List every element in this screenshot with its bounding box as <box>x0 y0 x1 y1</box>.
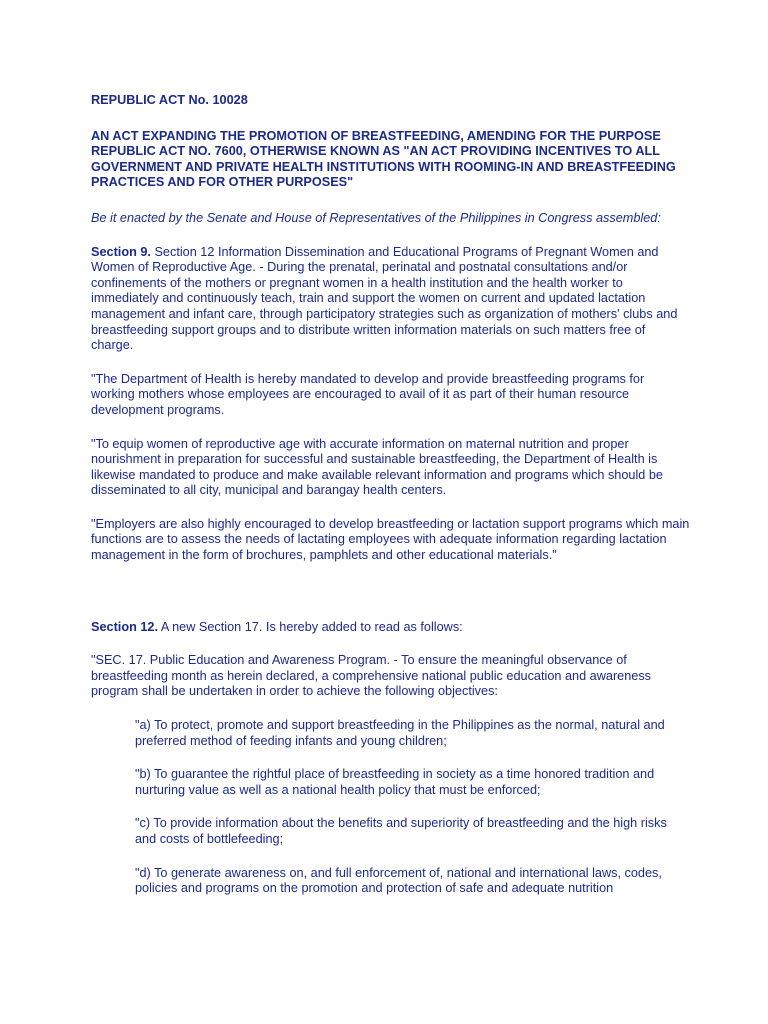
section-9-paragraph-maternal-nutrition: "To equip women of reproductive age with accurate information on maternal nutrition and proper nourishment in preparation for successful and sustainable breastfeeding, the Department of Health is likewise mandated to produce and make available relevant information and programs which should be disseminated to all city, municipal and barangay health centers. <box>91 436 663 498</box>
section-12-text: A new Section 17. Is hereby added to read as follows: <box>158 619 463 634</box>
objective-d: "d) To generate awareness on, and full enforcement of, national and international laws, codes, policies and programs on the promotion and protection of safe and adequate nutrition <box>135 865 662 896</box>
act-title: AN ACT EXPANDING THE PROMOTION OF BREASTFEEDING, AMENDING FOR THE PURPOSE REPUBLIC ACT NO. 7600, OTHERWISE KNOWN AS "AN ACT PROVIDING INCENTIVES TO ALL GOVERNMENT AND PRIVATE HEALTH INSTITUTIONS WITH ROOMING-IN AND BREASTFEEDING PRACTICES AND FOR OTHER PURPOSES" <box>91 128 676 190</box>
enacting-clause: Be it enacted by the Senate and House of Representatives of the Philippines in Congress assembled: <box>91 210 661 225</box>
section-12-label: Section 12. <box>91 619 158 634</box>
sec-17-intro: "SEC. 17. Public Education and Awareness Program. - To ensure the meaningful observance of breastfeeding month as herein declared, a comprehensive national public education and awareness program shall be undertaken in order to achieve the following objectives: <box>91 653 652 699</box>
document-heading: REPUBLIC ACT No. 10028 <box>91 93 248 107</box>
section-spacer <box>91 564 691 602</box>
section-9-paragraph-employers: "Employers are also highly encouraged to develop breastfeeding or lactation support programs which main functions are to assess the needs of lactating employees with adequate information regarding lactation management in the form of brochures, pamphlets and other educational materials." <box>91 516 690 563</box>
section-12-paragraph <box>91 620 691 636</box>
objective-a: "a) To protect, promote and support breastfeeding in the Philippines as the normal, natural and preferred method of feeding infants and young children; <box>135 718 665 748</box>
objective-c: "c) To provide information about the benefits and superiority of breastfeeding and the high risks and costs of bottlefeeding; <box>135 816 667 846</box>
objective-b: "b) To guarantee the rightful place of breastfeeding in society as a time honored tradition and nurturing value as well as a national health policy that must be enforced; <box>135 767 655 797</box>
document-page <box>91 93 691 897</box>
section-9-label: Section 9. <box>91 244 151 259</box>
section-9-paragraph <box>91 245 691 354</box>
section-9-text: Section 12 Information Dissemination and Educational Programs of Pregnant Women and Women of Reproductive Age. - During the prenatal, perinatal and postnatal consultations and/or confinements of the mothers or pregnant women in a health institution and the health worker to immediately and continuously teach, train and support the women on current and updated lactation management and infant care, through participatory strategies such as organization of mothers' clubs and breastfeeding support groups and to distribute written information materials on such matters free of charge. <box>91 244 678 353</box>
section-9-paragraph-doh-programs: "The Department of Health is hereby mandated to develop and provide breastfeeding programs for working mothers whose employees are encouraged to avail of it as part of their human resource development programs. <box>91 371 645 417</box>
